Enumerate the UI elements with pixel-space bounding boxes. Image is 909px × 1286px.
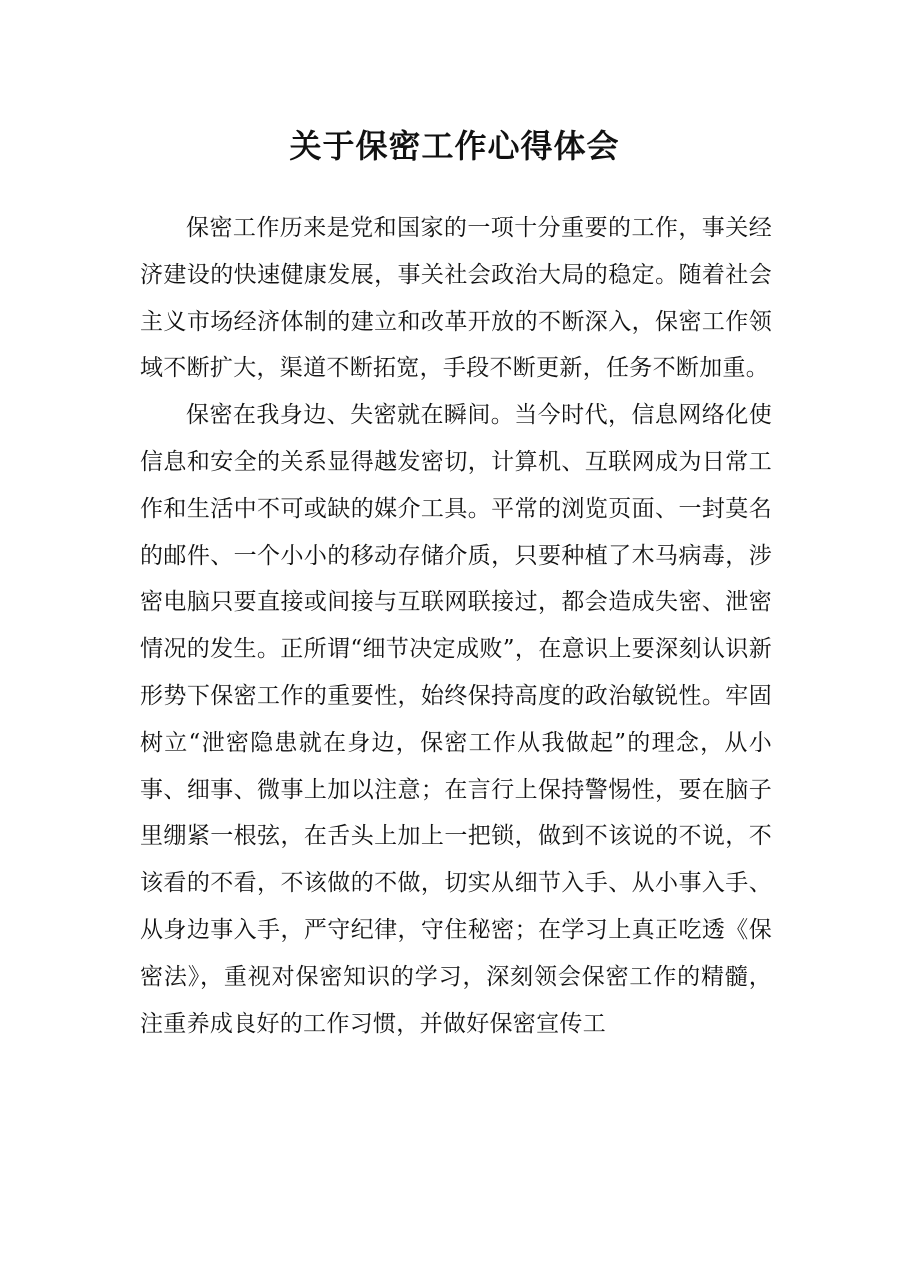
paragraph-2: 保密在我身边、失密就在瞬间。当今时代，信息网络化使信息和安全的关系显得越发密切，计算机、互联网成为日常工作和生活中不可或缺的媒介工具。平常的浏览页面、一封莫名的邮件、一个小小的移动存储介质，只要种植了木马病毒，涉密电脑只要直接或间接与互联网联接过，都会造成失密、泄密情况的发生。正所谓“细节决定成败”，在意识上要深刻认识新形势下保密工作的重要性，始终保持高度的政治敏锐性。牢固树立“泄密隐患就在身边，保密工作从我做起”的理念，从小事、细事、微事上加以注意；在言行上保持警惕性，要在脑子里绷紧一根弦，在舌头上加上一把锁，做到不该说的不说，不该看的不看，不该做的不做，切实从细节入手、从小事入手、从身边事入手，严守纪律，守住秘密；在学习上真正吃透《保密法》，重视对保密知识的学习，深刻领会保密工作的精髓，注重养成良好的工作习惯，并做好保密宣传工: [140, 402, 772, 1037]
paragraph-1: 保密工作历来是党和国家的一项十分重要的工作，事关经济建设的快速健康发展，事关社会政治大局的稳定。随着社会主义市场经济体制的建立和改革开放的不断深入，保密工作领域不断扩大，渠道不断拓宽，手段不断更新，任务不断加重。: [140, 215, 772, 382]
document-title: 关于保密工作心得体会: [289, 127, 620, 165]
document-body: [140, 205, 772, 1047]
